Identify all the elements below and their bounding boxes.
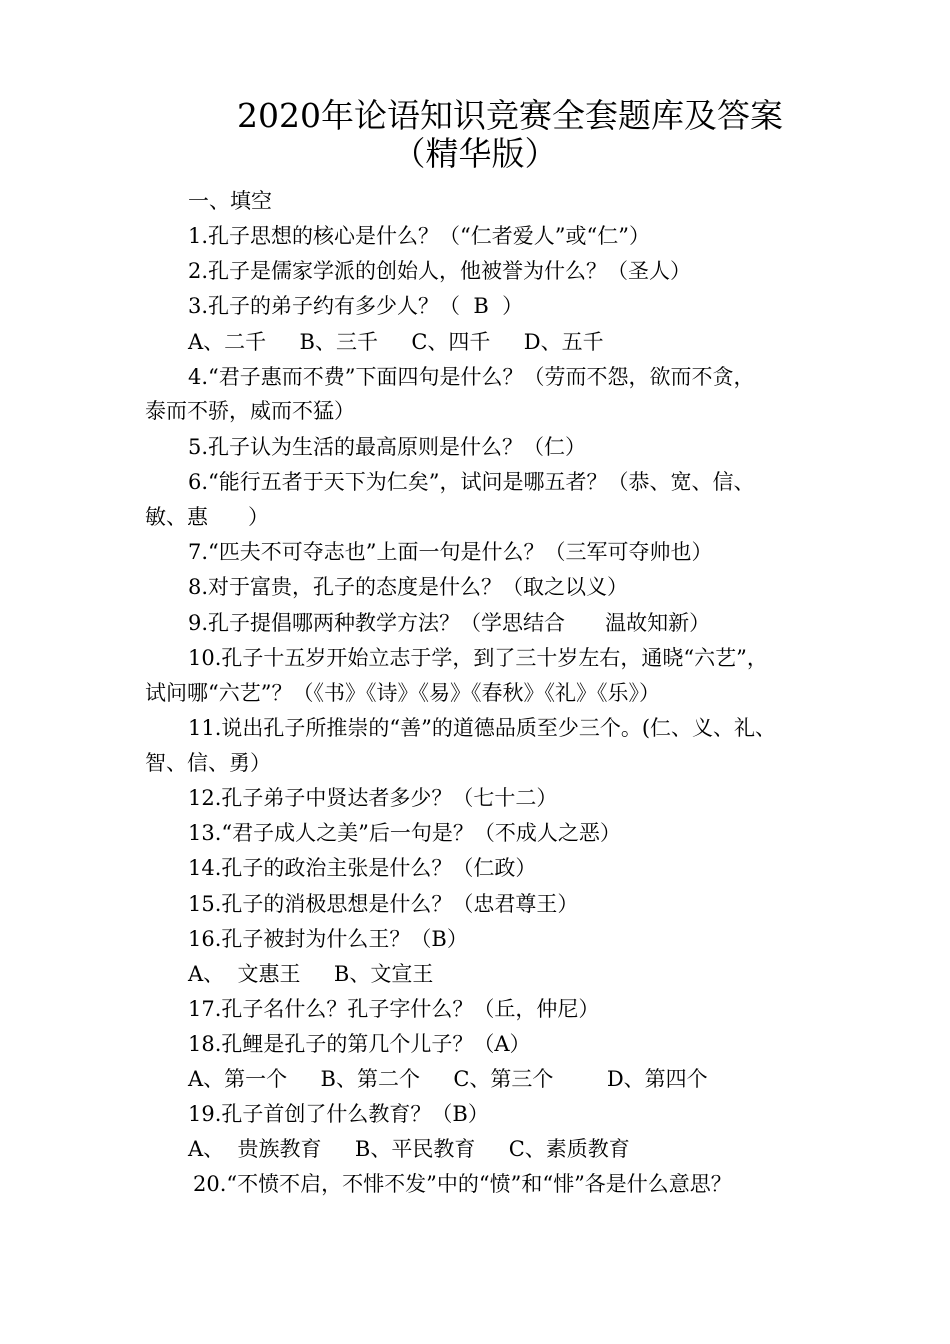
question-line: 13.“君子成人之美”后一句是？（不成人之恶） <box>188 821 621 845</box>
question-line: 16.孔子被封为什么王？（B） <box>188 927 468 951</box>
question-line: 9.孔子提倡哪两种教学方法？（学思结合 温故知新） <box>188 611 711 635</box>
question-line: 7.“匹夫不可夺志也”上面一句是什么？（三军可夺帅也） <box>188 540 713 564</box>
options-line: A、第一个 B、第二个 C、第三个 D、第四个 <box>188 1067 708 1091</box>
options-line: A、二千 B、三千 C、四千 D、五千 <box>188 330 604 354</box>
options-line: A、 贵族教育 B、平民教育 C、素质教育 <box>188 1137 630 1161</box>
question-line: 10.孔子十五岁开始立志于学，到了三十岁左右，通晓“六艺”， <box>188 646 768 670</box>
question-line: 6.“能行五者于天下为仁矣”，试问是哪五者？（恭、宽、信、 <box>188 470 755 494</box>
question-line: 3.孔子的弟子约有多少人？（ B ） <box>188 294 524 318</box>
question-continuation: 智、信、勇） <box>145 751 271 775</box>
question-line: 18.孔鲤是孔子的第几个儿子？（A） <box>188 1032 531 1056</box>
question-continuation: 试问哪“六艺”？（《书》《诗》《易》《春秋》《礼》《乐》） <box>145 681 660 705</box>
section-heading: 一、填空 <box>188 189 272 213</box>
question-continuation: 泰而不骄，威而不猛） <box>145 399 355 423</box>
document-title: 2020年论语知识竞赛全套题库及答案 <box>237 96 783 135</box>
question-line: 11.说出孔子所推崇的“善”的道德品质至少三个。(仁、义、礼、 <box>188 716 777 740</box>
question-line: 4.“君子惠而不费”下面四句是什么？（劳而不怨，欲而不贪， <box>188 365 755 389</box>
question-continuation: 敏、惠 ） <box>145 505 270 529</box>
question-line: 2.孔子是儒家学派的创始人，他被誉为什么？（圣人） <box>188 259 692 283</box>
question-line: 20.“不愤不启，不悱不发”中的“愤”和“悱”各是什么意思？ <box>193 1172 732 1196</box>
question-line: 15.孔子的消极思想是什么？（忠君尊王） <box>188 892 579 916</box>
options-line: A、 文惠王 B、文宣王 <box>188 962 434 986</box>
question-line: 17.孔子名什么？孔子字什么？（丘，仲尼） <box>188 997 600 1021</box>
question-line: 5.孔子认为生活的最高原则是什么？（仁） <box>188 435 587 459</box>
document-subtitle: （精华版） <box>392 134 558 173</box>
question-line: 14.孔子的政治主张是什么？（仁政） <box>188 856 537 880</box>
question-line: 8.对于富贵，孔子的态度是什么？（取之以义） <box>188 575 629 599</box>
question-line: 12.孔子弟子中贤达者多少？（七十二） <box>188 786 558 810</box>
question-line: 19.孔子首创了什么教育？（B） <box>188 1102 489 1126</box>
question-line: 1.孔子思想的核心是什么？（“仁者爱人”或“仁”） <box>188 224 650 248</box>
